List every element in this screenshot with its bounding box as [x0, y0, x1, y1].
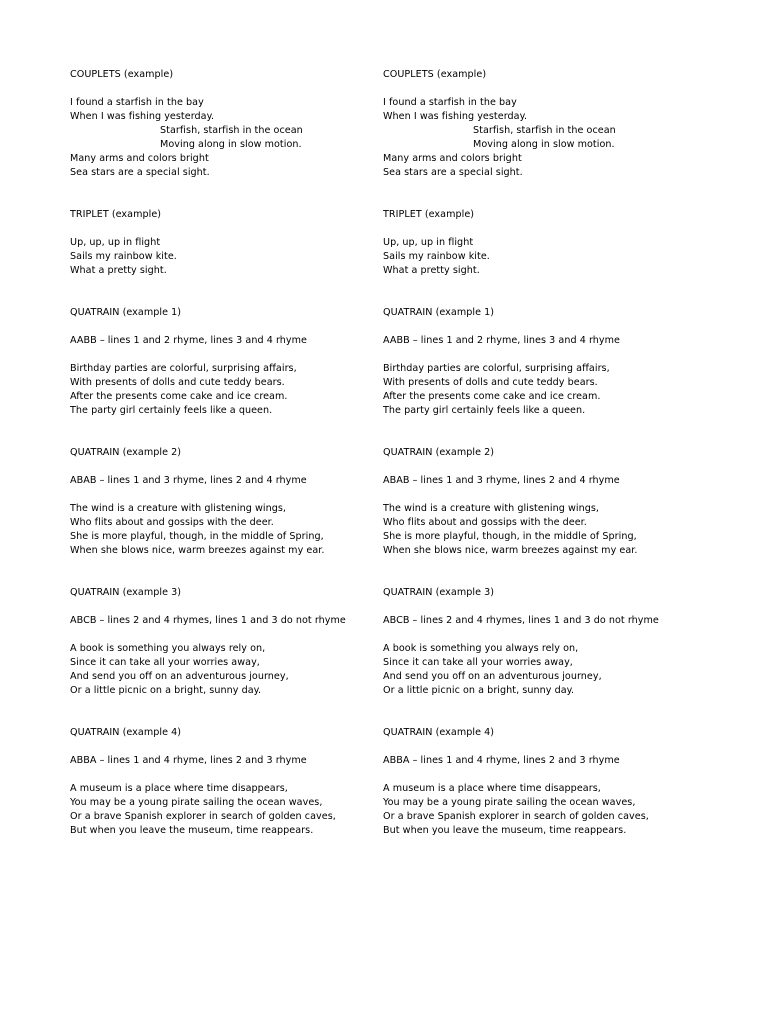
poem-section — [383, 306, 713, 446]
poem-line: Sails my rainbow kite. — [70, 251, 177, 262]
poem-line: A book is something you always rely on, — [383, 643, 579, 654]
poem-section — [383, 586, 713, 726]
spacer — [383, 628, 713, 642]
poem-line: When she blows nice, warm breezes against my ear. — [70, 545, 325, 556]
spacer — [70, 460, 400, 474]
poem-line: A museum is a place where time disappears, — [70, 783, 288, 794]
poem-line: Who flits about and gossips with the deer. — [70, 517, 274, 528]
spacer — [383, 418, 713, 446]
section-heading: TRIPLET (example) — [383, 209, 475, 220]
poem-line: She is more playful, though, in the middle of Spring, — [70, 531, 324, 542]
poem-line: And send you off on an adventurous journey, — [70, 671, 289, 682]
poem-section — [70, 586, 400, 726]
section-heading: QUATRAIN (example 4) — [70, 727, 182, 738]
poem-line: Starfish, starfish in the ocean — [473, 125, 616, 136]
poem-line: With presents of dolls and cute teddy bears. — [70, 377, 285, 388]
rhyme-rule: AABB – lines 1 and 2 rhyme, lines 3 and 4 rhyme — [383, 335, 620, 346]
poem-line: Or a brave Spanish explorer in search of golden caves, — [383, 811, 649, 822]
spacer — [70, 558, 400, 586]
poem-line: With presents of dolls and cute teddy bears. — [383, 377, 598, 388]
poem-line: Many arms and colors bright — [70, 153, 209, 164]
poem-line: And send you off on an adventurous journey, — [383, 671, 602, 682]
spacer — [383, 768, 713, 782]
poem-line: When she blows nice, warm breezes against my ear. — [383, 545, 638, 556]
poem-line: Birthday parties are colorful, surprising affairs, — [70, 363, 297, 374]
poem-section — [70, 306, 400, 446]
spacer — [383, 488, 713, 502]
poem-line: Sea stars are a special sight. — [70, 167, 210, 178]
poem-section — [70, 726, 400, 838]
section-heading: QUATRAIN (example 1) — [383, 307, 495, 318]
poem-line: I found a starfish in the bay — [70, 97, 204, 108]
spacer — [70, 348, 400, 362]
section-heading: QUATRAIN (example 3) — [70, 587, 182, 598]
spacer — [383, 320, 713, 334]
spacer — [383, 222, 713, 236]
poem-line: Starfish, starfish in the ocean — [160, 125, 303, 136]
poem-line: Or a little picnic on a bright, sunny day. — [383, 685, 575, 696]
poem-line: Up, up, up in flight — [70, 237, 161, 248]
poem-line: Moving along in slow motion. — [160, 139, 302, 150]
spacer — [70, 698, 400, 726]
poem-line: Up, up, up in flight — [383, 237, 474, 248]
poem-section — [70, 208, 400, 306]
spacer — [70, 600, 400, 614]
poem-line: The wind is a creature with glistening wings, — [383, 503, 600, 514]
poem-line: But when you leave the museum, time reappears. — [70, 825, 314, 836]
section-heading: QUATRAIN (example 4) — [383, 727, 495, 738]
left-column — [70, 68, 400, 838]
spacer — [383, 600, 713, 614]
poem-section — [383, 446, 713, 586]
poem-line: The party girl certainly feels like a queen. — [70, 405, 273, 416]
rhyme-rule: AABB – lines 1 and 2 rhyme, lines 3 and 4 rhyme — [70, 335, 307, 346]
poem-line: A book is something you always rely on, — [70, 643, 266, 654]
poem-line: Since it can take all your worries away, — [383, 657, 573, 668]
rhyme-rule: ABBA – lines 1 and 4 rhyme, lines 2 and 3 rhyme — [383, 755, 620, 766]
poem-line: The wind is a creature with glistening wings, — [70, 503, 287, 514]
poem-section — [70, 446, 400, 586]
rhyme-rule: ABCB – lines 2 and 4 rhymes, lines 1 and 3 do not rhyme — [383, 615, 659, 626]
rhyme-rule: ABAB – lines 1 and 3 rhyme, lines 2 and 4 rhyme — [70, 475, 307, 486]
right-column — [383, 68, 713, 838]
section-heading: QUATRAIN (example 2) — [70, 447, 182, 458]
section-heading: QUATRAIN (example 3) — [383, 587, 495, 598]
poem-line: Birthday parties are colorful, surprising affairs, — [383, 363, 610, 374]
poem-line: When I was fishing yesterday. — [383, 111, 528, 122]
section-heading: QUATRAIN (example 2) — [383, 447, 495, 458]
poem-section — [70, 68, 400, 208]
spacer — [70, 488, 400, 502]
poem-line: Many arms and colors bright — [383, 153, 522, 164]
poem-line: A museum is a place where time disappears, — [383, 783, 601, 794]
rhyme-rule: ABBA – lines 1 and 4 rhyme, lines 2 and 3 rhyme — [70, 755, 307, 766]
spacer — [383, 740, 713, 754]
rhyme-rule: ABCB – lines 2 and 4 rhymes, lines 1 and 3 do not rhyme — [70, 615, 346, 626]
section-heading: QUATRAIN (example 1) — [70, 307, 182, 318]
rhyme-rule: ABAB – lines 1 and 3 rhyme, lines 2 and 4 rhyme — [383, 475, 620, 486]
poem-line: What a pretty sight. — [383, 265, 480, 276]
spacer — [70, 418, 400, 446]
spacer — [383, 348, 713, 362]
poem-section — [383, 68, 713, 208]
spacer — [70, 628, 400, 642]
poem-line: Who flits about and gossips with the deer. — [383, 517, 587, 528]
poem-line: Or a brave Spanish explorer in search of golden caves, — [70, 811, 336, 822]
spacer — [70, 278, 400, 306]
spacer — [383, 180, 713, 208]
section-heading: COUPLETS (example) — [383, 69, 487, 80]
spacer — [70, 768, 400, 782]
poem-line: Or a little picnic on a bright, sunny day. — [70, 685, 262, 696]
poem-line: The party girl certainly feels like a queen. — [383, 405, 586, 416]
poem-line: What a pretty sight. — [70, 265, 167, 276]
section-heading: COUPLETS (example) — [70, 69, 174, 80]
spacer — [70, 320, 400, 334]
spacer — [383, 698, 713, 726]
poem-line: Sea stars are a special sight. — [383, 167, 523, 178]
spacer — [70, 82, 400, 96]
poem-line: Moving along in slow motion. — [473, 139, 615, 150]
poem-section — [383, 208, 713, 306]
spacer — [383, 82, 713, 96]
poem-line: After the presents come cake and ice cream. — [70, 391, 288, 402]
spacer — [70, 180, 400, 208]
poem-line: When I was fishing yesterday. — [70, 111, 215, 122]
spacer — [383, 278, 713, 306]
poem-line: You may be a young pirate sailing the ocean waves, — [383, 797, 636, 808]
poem-line: After the presents come cake and ice cream. — [383, 391, 601, 402]
spacer — [383, 558, 713, 586]
spacer — [70, 222, 400, 236]
poem-line: She is more playful, though, in the middle of Spring, — [383, 531, 637, 542]
poem-line: You may be a young pirate sailing the ocean waves, — [70, 797, 323, 808]
poem-section — [383, 726, 713, 838]
spacer — [70, 740, 400, 754]
section-heading: TRIPLET (example) — [70, 209, 162, 220]
poem-line: But when you leave the museum, time reappears. — [383, 825, 627, 836]
poem-line: Since it can take all your worries away, — [70, 657, 260, 668]
poem-line: I found a starfish in the bay — [383, 97, 517, 108]
spacer — [383, 460, 713, 474]
poem-line: Sails my rainbow kite. — [383, 251, 490, 262]
